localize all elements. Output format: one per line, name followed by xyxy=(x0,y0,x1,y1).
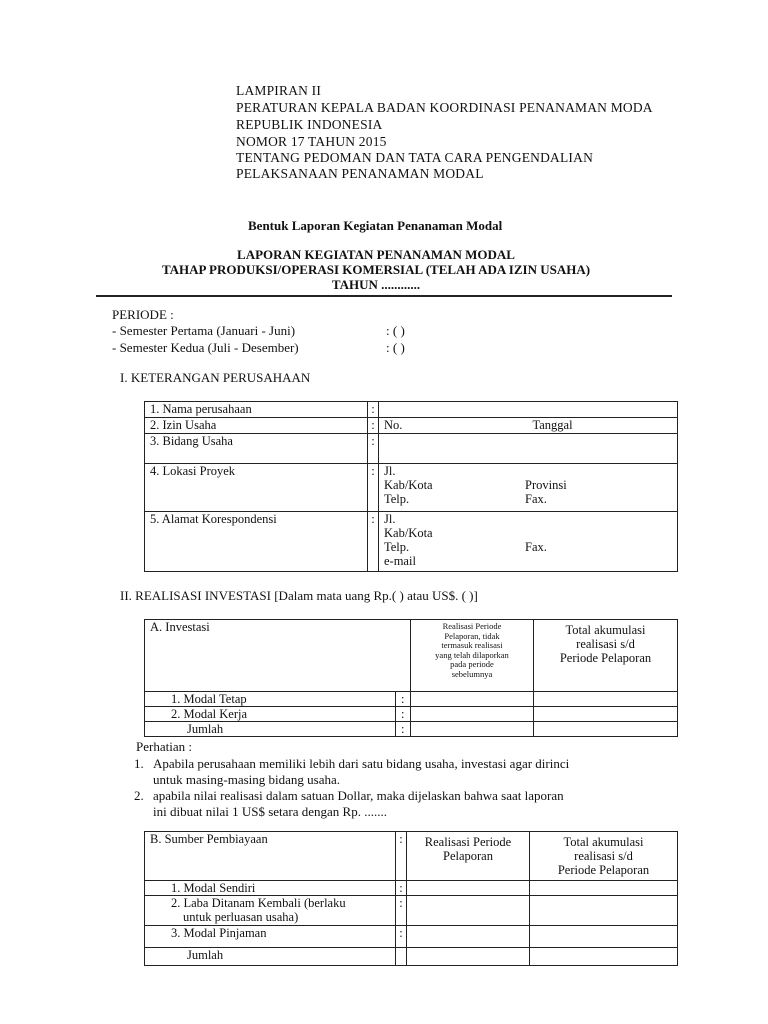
perhatian-label: Perhatian : xyxy=(136,739,192,754)
modal-tetap-total[interactable] xyxy=(534,692,678,707)
izin-no-label: No. xyxy=(384,418,403,432)
modal-kerja-label: 2. Modal Kerja xyxy=(145,707,396,722)
header-line: TENTANG PEDOMAN DAN TATA CARA PENGENDALIAN xyxy=(236,150,594,165)
colon: : xyxy=(395,722,411,737)
header-line: PELAKSANAAN PENANAMAN MODAL xyxy=(236,166,484,181)
modal-tetap-label: 1. Modal Tetap xyxy=(145,692,396,707)
laba-ditanam-realisasi[interactable] xyxy=(407,896,530,926)
lokasi-proyek-field[interactable] xyxy=(379,464,678,512)
jumlah-b-realisasi[interactable] xyxy=(407,948,530,966)
laba-ditanam-label xyxy=(145,896,396,926)
bidang-usaha-label: 3. Bidang Usaha xyxy=(145,434,368,464)
lokasi-telp: Telp. xyxy=(384,492,410,506)
colon: : xyxy=(396,881,407,896)
report-title-year: TAHUN ............ xyxy=(331,277,421,292)
izin-tanggal-label: Tanggal xyxy=(532,418,573,432)
report-title-line1: LAPORAN KEGIATAN PENANAMAN MODAL xyxy=(237,247,515,262)
h-line: Realisasi Periode xyxy=(442,621,502,631)
modal-pinjaman-total[interactable] xyxy=(530,926,678,948)
colon: : xyxy=(368,512,379,572)
alamat-korespondensi-label: 5. Alamat Korespondensi xyxy=(145,512,368,572)
company-info-table xyxy=(144,401,678,572)
h-line: Total akumulasi xyxy=(563,835,644,849)
lokasi-fax: Fax. xyxy=(525,492,547,506)
colon: : xyxy=(396,896,407,926)
colon: : xyxy=(395,707,411,722)
h-line: sebelumnya xyxy=(451,668,493,679)
header-line: LAMPIRAN II xyxy=(236,83,322,98)
lokasi-kab: Kab/Kota xyxy=(384,478,433,492)
divider xyxy=(96,295,672,297)
semester-2-label: - Semester Kedua (Juli - Desember) xyxy=(112,340,299,355)
company-name-label: 1. Nama perusahaan xyxy=(145,402,368,418)
h-line: Realisasi Periode xyxy=(424,835,512,849)
modal-pinjaman-realisasi[interactable] xyxy=(407,926,530,948)
jumlah-a-label: Jumlah xyxy=(145,722,396,737)
form-title: Bentuk Laporan Kegiatan Penanaman Modal xyxy=(248,218,503,233)
h-line: Pelaporan xyxy=(443,849,493,863)
colon: : xyxy=(368,434,379,464)
sumber-pembiayaan-table xyxy=(144,831,678,966)
note-1-line1: Apabila perusahaan memiliki lebih dari satu bidang usaha, investasi agar dirinci xyxy=(153,756,570,771)
colon: : xyxy=(395,692,411,707)
laba-line2: untuk perluasan usaha) xyxy=(183,910,299,924)
header-line: PERATURAN KEPALA BADAN KOORDINASI PENANAMAN MODA xyxy=(236,100,653,115)
laba-line1: 2. Laba Ditanam Kembali (berlaku xyxy=(171,896,346,910)
lokasi-jl: Jl. xyxy=(384,464,396,478)
realisasi-periode-header xyxy=(407,832,530,881)
colon: : xyxy=(368,402,379,418)
blank-cell xyxy=(395,620,411,692)
izin-usaha-label: 2. Izin Usaha xyxy=(145,418,368,434)
investasi-header: A. Investasi xyxy=(145,620,396,692)
total-akumulasi-header xyxy=(534,620,678,692)
section-1-title: I. KETERANGAN PERUSAHAAN xyxy=(120,370,311,385)
report-title-line2: TAHAP PRODUKSI/OPERASI KOMERSIAL (TELAH ADA IZIN USAHA) xyxy=(161,262,591,277)
h-line: yang telah dilaporkan xyxy=(435,649,509,660)
jumlah-b-label: Jumlah xyxy=(145,948,396,966)
modal-tetap-realisasi[interactable] xyxy=(411,692,534,707)
note-2-number: 2. xyxy=(134,788,144,803)
semester-1-label: - Semester Pertama (Januari - Juni) xyxy=(112,323,296,338)
note-2-line1: apabila nilai realisasi dalam satuan Dollar, maka dijelaskan bahwa saat laporan xyxy=(153,788,564,803)
lokasi-proyek-label: 4. Lokasi Proyek xyxy=(145,464,368,512)
colon: : xyxy=(368,464,379,512)
alamat-telp: Telp. xyxy=(384,540,410,554)
colon-empty xyxy=(396,948,407,966)
periode-label: PERIODE : xyxy=(112,307,174,322)
modal-kerja-realisasi[interactable] xyxy=(411,707,534,722)
modal-sendiri-realisasi[interactable] xyxy=(407,881,530,896)
jumlah-a-realisasi[interactable] xyxy=(411,722,534,737)
colon: : xyxy=(396,926,407,948)
colon: : xyxy=(396,832,407,881)
alamat-jl: Jl. xyxy=(384,512,396,526)
alamat-email: e-mail xyxy=(384,554,416,568)
note-1-line2: untuk masing-masing bidang usaha. xyxy=(153,772,341,787)
modal-sendiri-total[interactable] xyxy=(530,881,678,896)
h-line: realisasi s/d xyxy=(576,637,635,651)
company-name-field[interactable] xyxy=(379,402,678,418)
alamat-fax: Fax. xyxy=(525,540,547,554)
h-line: pada periode xyxy=(450,659,494,669)
h-line: Total akumulasi xyxy=(565,623,646,637)
modal-pinjaman-label: 3. Modal Pinjaman xyxy=(145,926,396,948)
alamat-korespondensi-field[interactable] xyxy=(379,512,678,572)
semester-2-checkbox[interactable]: : ( ) xyxy=(386,340,405,355)
header-line: REPUBLIK INDONESIA xyxy=(236,117,383,132)
jumlah-b-total[interactable] xyxy=(530,948,678,966)
alamat-kab: Kab/Kota xyxy=(384,526,433,540)
note-1-number: 1. xyxy=(134,756,144,771)
modal-sendiri-label: 1. Modal Sendiri xyxy=(145,881,396,896)
jumlah-a-total[interactable] xyxy=(534,722,678,737)
h-line: Periode Pelaporan xyxy=(557,863,650,877)
lokasi-provinsi: Provinsi xyxy=(525,478,567,492)
total-akumulasi-header xyxy=(530,832,678,881)
colon: : xyxy=(368,418,379,434)
semester-1-checkbox[interactable]: : ( ) xyxy=(386,323,405,338)
note-2-line2: ini dibuat nilai 1 US$ setara dengan Rp. ....... xyxy=(153,804,387,819)
modal-kerja-total[interactable] xyxy=(534,707,678,722)
header-line: NOMOR 17 TAHUN 2015 xyxy=(236,134,387,149)
h-line: termasuk realisasi xyxy=(441,640,503,650)
h-line: Periode Pelaporan xyxy=(559,651,652,665)
realisasi-periode-header xyxy=(411,620,534,692)
sumber-header: B. Sumber Pembiayaan xyxy=(145,832,396,881)
h-line: realisasi s/d xyxy=(574,849,633,863)
section-2-title: II. REALISASI INVESTASI [Dalam mata uang Rp.( ) atau US$. ( )] xyxy=(120,588,478,603)
h-line: Pelaporan, tidak xyxy=(444,630,500,641)
bidang-usaha-field[interactable] xyxy=(379,434,678,464)
investasi-table xyxy=(144,619,678,737)
izin-usaha-field[interactable] xyxy=(379,418,678,434)
laba-ditanam-total[interactable] xyxy=(530,896,678,926)
